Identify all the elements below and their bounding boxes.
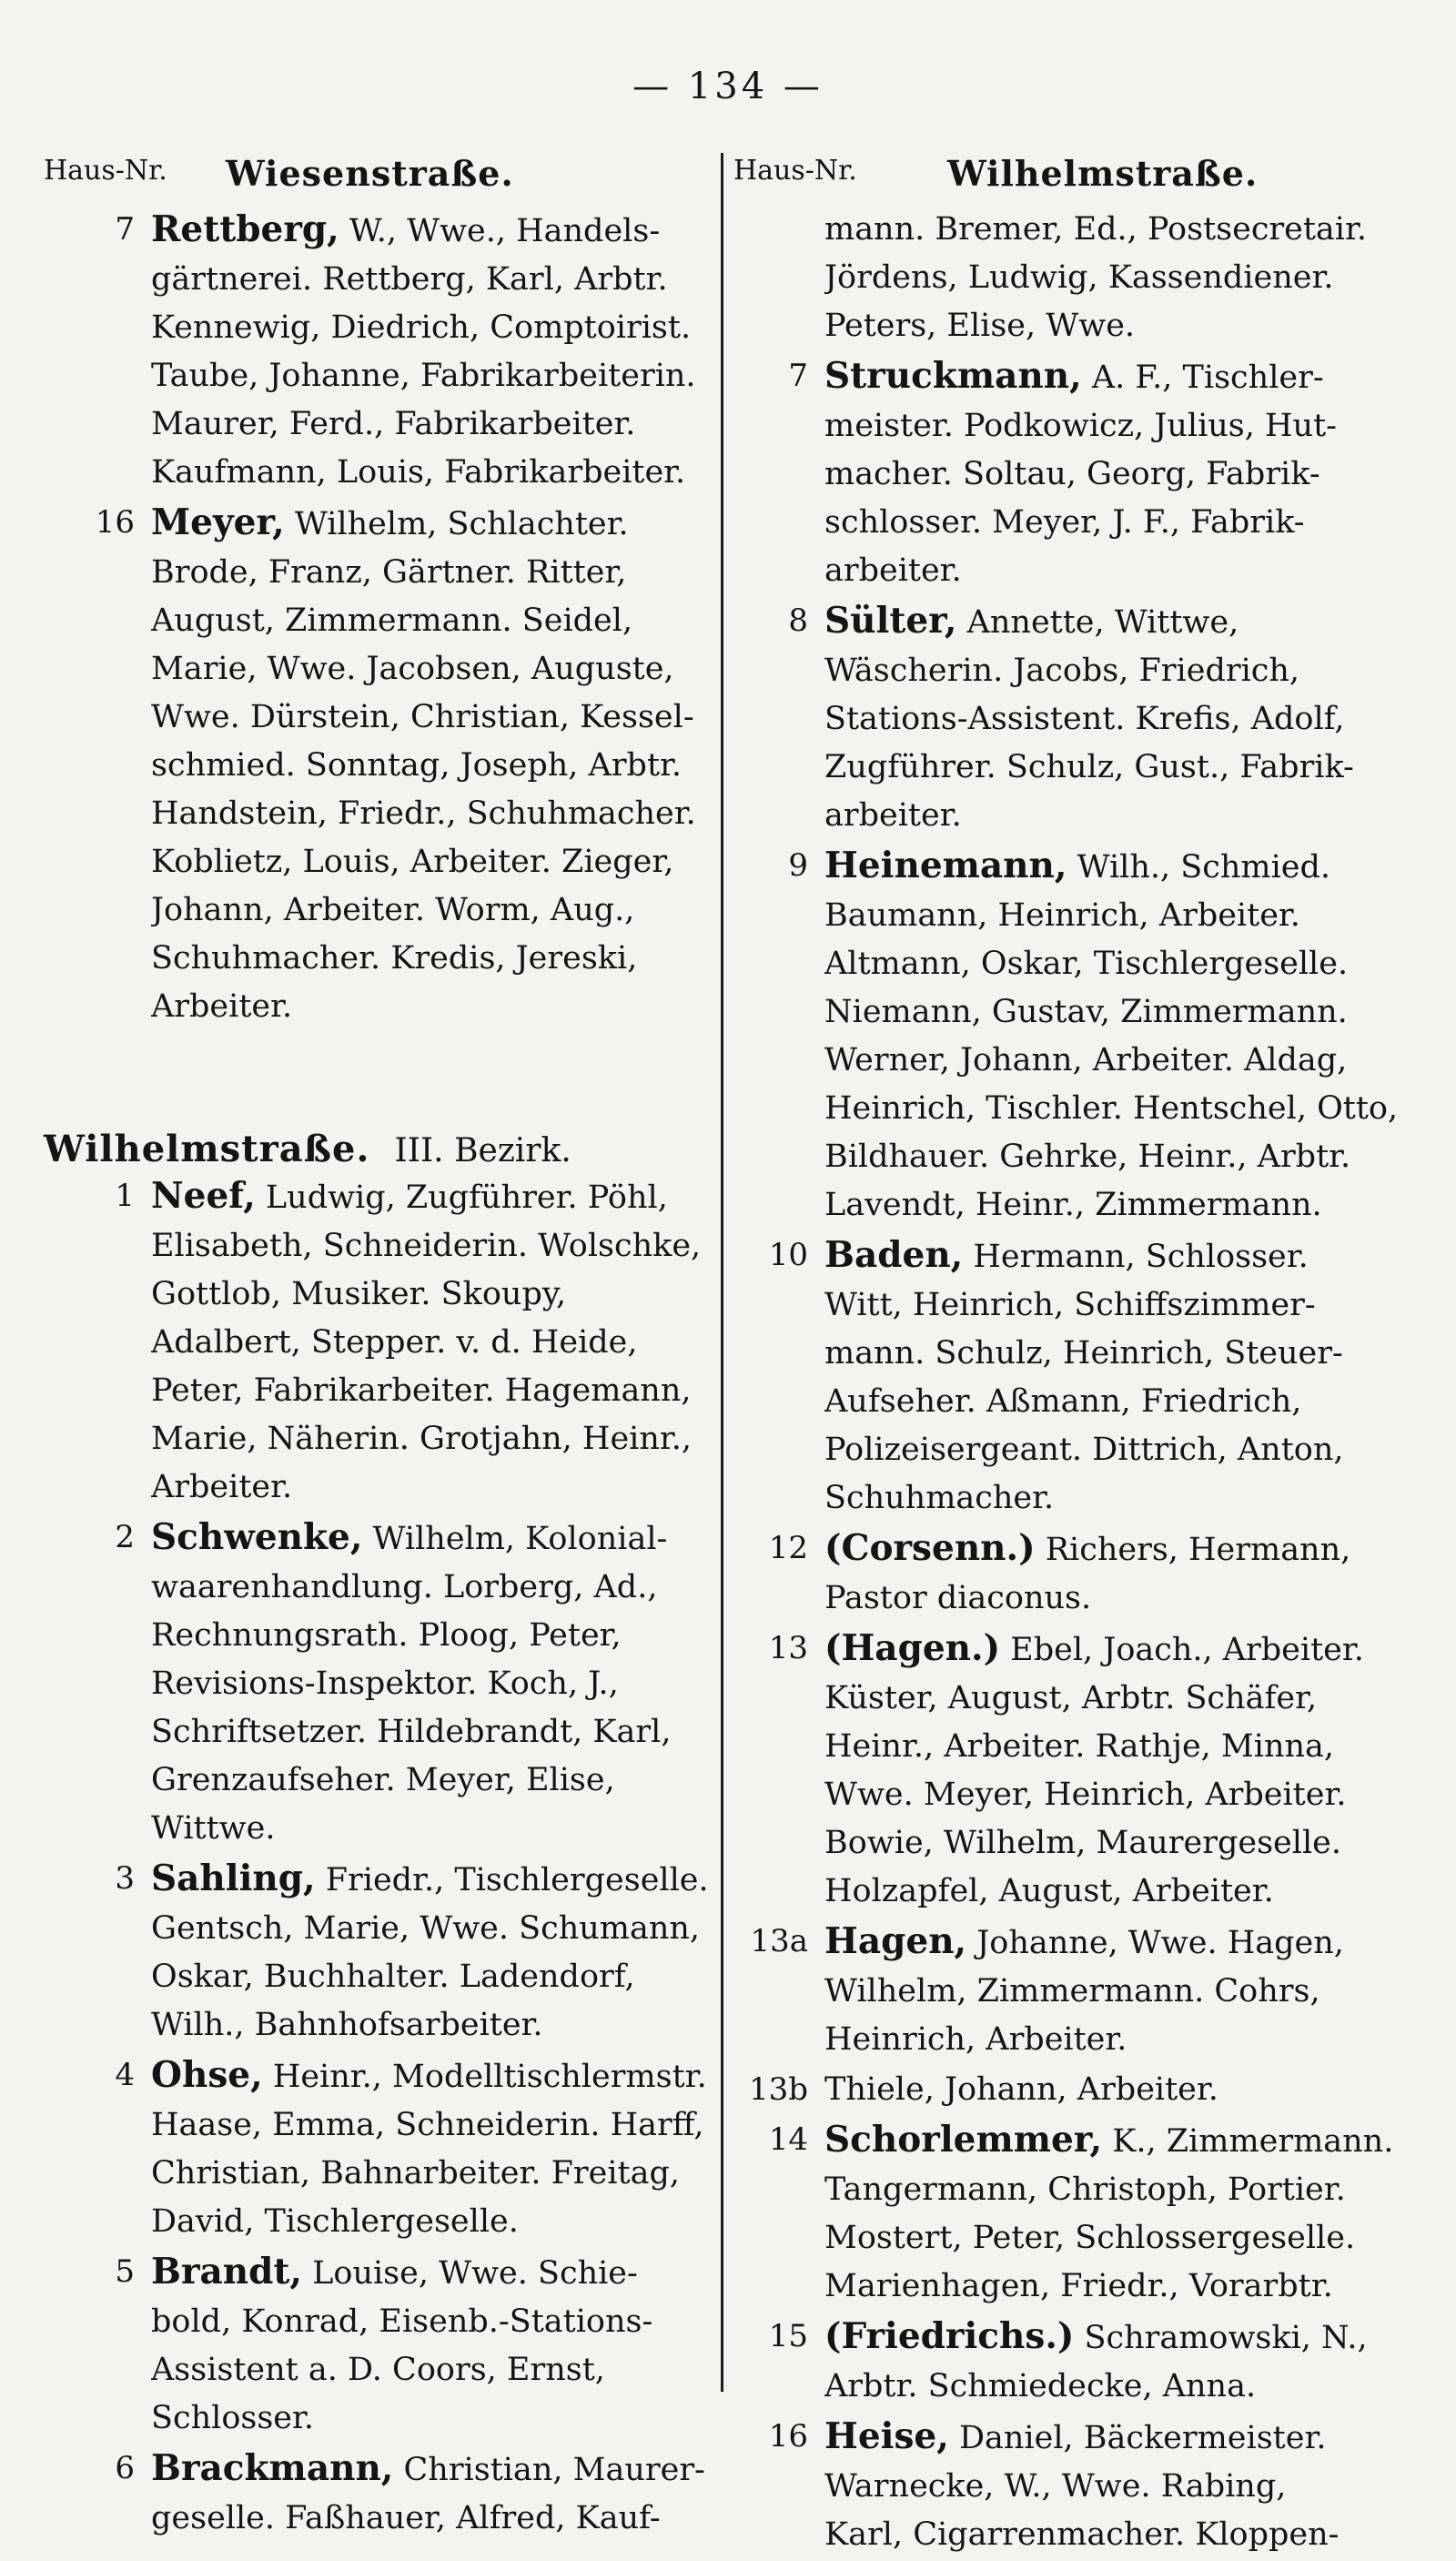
- entry-line: [824, 2313, 1421, 2363]
- entry-line: [151, 1855, 719, 1905]
- entry-line: [151, 549, 719, 597]
- resident-text: Polizeisergeant. Dittrich, Anton,: [824, 1432, 1344, 1468]
- entry-line: [824, 695, 1421, 744]
- owner-name: Heinemann,: [824, 845, 1067, 886]
- entry-line: [824, 1037, 1421, 1085]
- address-entry: [733, 2413, 1421, 2559]
- resident-text: Taube, Johanne, Fabrikarbeiterin.: [151, 358, 696, 394]
- entry-line: [824, 1625, 1421, 1675]
- entry-line: [151, 1905, 719, 1953]
- house-number: 2: [115, 1519, 135, 1555]
- resident-text: Hermann, Schlosser.: [963, 1239, 1309, 1275]
- resident-text: Brode, Franz, Gärtner. Ritter,: [151, 554, 627, 591]
- house-number: 13b: [748, 2071, 808, 2108]
- entry-line: [824, 2214, 1421, 2262]
- resident-text: Annette, Wittwe,: [956, 604, 1239, 641]
- district-heading: [44, 1128, 719, 1170]
- resident-text: Schlosser.: [151, 2400, 315, 2436]
- resident-text: Oskar, Buchhalter. Ladendorf,: [151, 1959, 635, 1995]
- resident-text: Wittwe.: [151, 1810, 276, 1847]
- resident-text: Revisions-Inspektor. Koch, J.,: [151, 1665, 619, 1702]
- entry-line: [151, 597, 719, 645]
- left-column: [44, 153, 719, 2545]
- house-number: 10: [768, 1237, 808, 1273]
- owner-name: Hagen,: [824, 1920, 967, 1962]
- entry-line: [824, 1474, 1421, 1523]
- resident-text: Heinrich, Tischler. Hentschel, Otto,: [824, 1090, 1399, 1127]
- resident-text: Wilh., Bahnhofsarbeiter.: [151, 2007, 543, 2043]
- resident-text: mann. Bremer, Ed., Postsecretair.: [824, 211, 1368, 248]
- house-number: 13a: [750, 1923, 808, 1959]
- resident-text: Stations-Assistent. Krefis, Adolf,: [824, 701, 1345, 737]
- owner-name: (Hagen.): [824, 1627, 1001, 1669]
- owner-name: Sülter,: [824, 600, 957, 642]
- owner-name: Struckmann,: [824, 355, 1082, 397]
- owner-name: Sahling,: [151, 1857, 316, 1899]
- entry-line: [151, 2445, 719, 2495]
- entry-line: [824, 597, 1421, 647]
- address-entry: [733, 1524, 1421, 1623]
- resident-text: Ebel, Joach., Arbeiter.: [1000, 1632, 1364, 1668]
- entry-line: [151, 1270, 719, 1319]
- right-column: [733, 153, 1421, 2561]
- page-number: — 134 —: [632, 66, 824, 107]
- left-column-header: [44, 153, 719, 200]
- resident-text: Holzapfel, August, Arbeiter.: [824, 1873, 1274, 1909]
- street-title: Wilhelmstraße.: [947, 153, 1259, 194]
- resident-text: Werner, Johann, Arbeiter. Aldag,: [824, 1042, 1348, 1078]
- entry-line: [151, 2394, 719, 2443]
- resident-text: Daniel, Bäckermeister.: [948, 2420, 1327, 2456]
- entry-list: [44, 206, 719, 1031]
- entry-line: [151, 2346, 719, 2394]
- resident-text: gärtnerei. Rettberg, Karl, Arbtr.: [151, 261, 668, 298]
- resident-text: macher. Soltau, Georg, Fabrik-: [824, 456, 1320, 492]
- house-number: 12: [768, 1530, 808, 1566]
- entry-line: [824, 254, 1421, 302]
- entry-line: [151, 449, 719, 497]
- entry-line: [824, 2116, 1421, 2166]
- resident-text: Maurer, Ferd., Fabrikarbeiter.: [151, 406, 636, 442]
- house-number: 14: [768, 2121, 808, 2158]
- resident-text: Marienhagen, Friedr., Vorarbtr.: [824, 2268, 1333, 2304]
- entry-line: [824, 2363, 1421, 2411]
- entry-line: [824, 1675, 1421, 1723]
- resident-text: Warnecke, W., Wwe. Rabing,: [824, 2468, 1287, 2505]
- resident-text: Christian, Bahnarbeiter. Freitag,: [151, 2155, 681, 2192]
- entry-line: [151, 1612, 719, 1660]
- entry-line: [824, 1085, 1421, 1133]
- house-number: 16: [768, 2418, 808, 2455]
- entry-line: [151, 1805, 719, 1853]
- resident-text: Heinr., Modelltischlermstr.: [262, 2059, 707, 2095]
- entry-line: [824, 1378, 1421, 1426]
- resident-text: Zugführer. Schulz, Gust., Fabrik-: [824, 749, 1354, 785]
- owner-name: Ohse,: [151, 2054, 263, 2096]
- entry-line: [151, 2198, 719, 2246]
- resident-text: Gentsch, Marie, Wwe. Schumann,: [151, 1910, 701, 1947]
- resident-text: Peter, Fabrikarbeiter. Hagemann,: [151, 1372, 692, 1409]
- owner-name: Heise,: [824, 2415, 949, 2457]
- column-divider: [721, 153, 723, 2392]
- entry-line: [824, 988, 1421, 1037]
- resident-text: Wilhelm, Zimmermann. Cohrs,: [824, 1973, 1320, 2009]
- entry-line: [151, 304, 719, 352]
- entry-line: [151, 1756, 719, 1805]
- entry-line: [151, 2248, 719, 2298]
- resident-text: Assistent a. D. Coors, Ernst,: [151, 2352, 605, 2388]
- resident-text: Tangermann, Christoph, Portier.: [824, 2171, 1346, 2208]
- entry-line: [824, 402, 1421, 450]
- resident-text: A. F., Tischler-: [1081, 359, 1324, 396]
- resident-text: mann. Schulz, Heinrich, Steuer-: [824, 1335, 1343, 1372]
- owner-name: Meyer,: [151, 501, 285, 543]
- resident-text: Johanne, Wwe. Hagen,: [966, 1925, 1344, 1961]
- house-number: 8: [788, 602, 808, 639]
- entry-line: [151, 1953, 719, 2001]
- resident-text: Arbtr. Schmiedecke, Anna.: [824, 2368, 1257, 2404]
- resident-text: meister. Podkowicz, Julius, Hut-: [824, 408, 1337, 444]
- entry-line: [824, 352, 1421, 402]
- address-entry: [733, 2066, 1421, 2114]
- entry-line: [151, 1415, 719, 1463]
- entry-line: [824, 499, 1421, 547]
- entry-line: [151, 1319, 719, 1367]
- entry-line: [151, 206, 719, 256]
- address-entry: [733, 2313, 1421, 2411]
- entry-line: [824, 1231, 1421, 1281]
- resident-text: geselle. Faßhauer, Alfred, Kauf-: [151, 2500, 661, 2536]
- owner-name: Neef,: [151, 1175, 256, 1217]
- house-number: 1: [115, 1178, 135, 1214]
- entry-line: [151, 400, 719, 449]
- resident-text: Niemann, Gustav, Zimmermann.: [824, 994, 1348, 1030]
- entry-line: [824, 744, 1421, 792]
- entry-line: [151, 1463, 719, 1512]
- resident-text: Louise, Wwe. Schie-: [302, 2255, 638, 2292]
- entry-line: [824, 2413, 1421, 2463]
- address-entry: [733, 1231, 1421, 1523]
- entry-line: [824, 206, 1421, 254]
- owner-name: (Friedrichs.): [824, 2315, 1075, 2357]
- entry-line: [824, 940, 1421, 988]
- entry-line: [824, 1723, 1421, 1771]
- resident-text: Aufseher. Aßmann, Friedrich,: [824, 1383, 1302, 1420]
- resident-text: Schriftsetzer. Hildebrandt, Karl,: [151, 1714, 672, 1750]
- haus-nr-label: Haus-Nr.: [44, 155, 167, 187]
- entry-line: [151, 742, 719, 790]
- entry-line: [824, 1426, 1421, 1474]
- district-label: III. Bezirk.: [394, 1132, 571, 1169]
- address-entry: [44, 206, 719, 497]
- entry-line: [151, 645, 719, 693]
- entry-list: [733, 206, 1421, 2559]
- haus-nr-label: Haus-Nr.: [733, 155, 857, 187]
- entry-line: [151, 2001, 719, 2050]
- resident-text: Jördens, Ludwig, Kassendiener.: [824, 259, 1334, 296]
- entry-line: [824, 547, 1421, 595]
- resident-text: Christian, Maurer-: [393, 2452, 705, 2488]
- entry-line: [151, 1172, 719, 1222]
- resident-text: Wilh., Schmied.: [1067, 849, 1331, 886]
- resident-text: bold, Konrad, Eisenb.-Stations-: [151, 2303, 653, 2340]
- entry-line: [151, 1367, 719, 1415]
- resident-text: K., Zimmermann.: [1102, 2123, 1394, 2160]
- owner-name: Brandt,: [151, 2251, 302, 2293]
- house-number: 15: [768, 2318, 808, 2354]
- resident-text: Mostert, Peter, Schlossergeselle.: [824, 2220, 1356, 2256]
- entry-line: [824, 892, 1421, 940]
- resident-text: Bildhauer. Gehrke, Heinr., Arbtr.: [824, 1139, 1351, 1175]
- resident-text: Witt, Heinrich, Schiffszimmer-: [824, 1287, 1316, 1323]
- entry-line: [151, 2298, 719, 2346]
- resident-text: Wwe. Dürstein, Christian, Kessel-: [151, 699, 694, 735]
- resident-text: schlosser. Meyer, J. F., Fabrik-: [824, 504, 1305, 541]
- address-entry: [733, 206, 1421, 350]
- resident-text: Rechnungsrath. Ploog, Peter,: [151, 1617, 622, 1654]
- entry-line: [151, 983, 719, 1031]
- address-entry: [44, 1172, 719, 1512]
- entry-line: [824, 2463, 1421, 2511]
- house-number: 7: [115, 211, 135, 248]
- entry-line: [824, 450, 1421, 499]
- resident-text: schmied. Sonntag, Joseph, Arbtr.: [151, 747, 682, 784]
- address-entry: [733, 842, 1421, 1230]
- right-column-header: [733, 153, 1421, 200]
- resident-text: Marie, Wwe. Jacobsen, Auguste,: [151, 651, 674, 687]
- address-entry: [733, 597, 1421, 840]
- house-number: 9: [788, 847, 808, 884]
- resident-text: Küster, August, Arbtr. Schäfer,: [824, 1680, 1318, 1716]
- address-entry: [733, 352, 1421, 595]
- resident-text: Ludwig, Zugführer. Pöhl,: [255, 1179, 668, 1216]
- entry-line: [151, 886, 719, 935]
- entry-line: [824, 2262, 1421, 2311]
- resident-text: Heinr., Arbeiter. Rathje, Minna,: [824, 1728, 1335, 1765]
- resident-text: Elisabeth, Schneiderin. Wolschke,: [151, 1228, 702, 1264]
- entry-line: [824, 842, 1421, 892]
- resident-text: Haase, Emma, Schneiderin. Harff,: [151, 2107, 704, 2143]
- entry-line: [824, 1968, 1421, 2016]
- resident-text: Schuhmacher. Kredis, Jereski,: [151, 940, 638, 977]
- address-entry: [44, 2248, 719, 2443]
- owner-name: Baden,: [824, 1234, 964, 1276]
- entry-line: [151, 2101, 719, 2150]
- entry-line: [824, 1868, 1421, 1916]
- entry-line: [151, 2051, 719, 2101]
- owner-name: (Corsenn.): [824, 1527, 1036, 1569]
- entry-line: [151, 1660, 719, 1708]
- entry-line: [151, 352, 719, 400]
- resident-text: Richers, Hermann,: [1035, 1532, 1351, 1568]
- entry-line: [824, 302, 1421, 350]
- resident-text: Wilhelm, Kolonial-: [362, 1521, 668, 1557]
- entry-line: [151, 790, 719, 838]
- resident-text: Wilhelm, Schlachter.: [284, 506, 629, 542]
- entry-line: [824, 1918, 1421, 1968]
- entry-line: [151, 1222, 719, 1270]
- resident-text: Arbeiter.: [151, 988, 293, 1025]
- entry-line: [824, 647, 1421, 695]
- resident-text: arbeiter.: [824, 552, 962, 589]
- resident-text: Schuhmacher.: [824, 1480, 1055, 1516]
- entry-line: [824, 792, 1421, 840]
- resident-text: Wäscherin. Jacobs, Friedrich,: [824, 653, 1300, 689]
- house-number: 5: [115, 2253, 135, 2290]
- entry-line: [824, 1771, 1421, 1819]
- resident-text: Grenzaufseher. Meyer, Elise,: [151, 1762, 615, 1798]
- entry-line: [151, 2495, 719, 2543]
- resident-text: David, Tischlergeselle.: [151, 2203, 519, 2240]
- entry-line: [824, 2066, 1421, 2114]
- house-number: 6: [115, 2450, 135, 2486]
- entry-line: [151, 1564, 719, 1612]
- resident-text: Baumann, Heinrich, Arbeiter.: [824, 897, 1300, 934]
- entry-list: [44, 1172, 719, 2543]
- resident-text: Altmann, Oskar, Tischlergeselle.: [824, 946, 1349, 982]
- entry-line: [151, 1708, 719, 1756]
- address-entry: [44, 2051, 719, 2246]
- resident-text: Adalbert, Stepper. v. d. Heide,: [151, 1324, 638, 1361]
- resident-text: Wwe. Meyer, Heinrich, Arbeiter.: [824, 1777, 1347, 1813]
- resident-text: Johann, Arbeiter. Worm, Aug.,: [151, 892, 635, 928]
- resident-text: Koblietz, Louis, Arbeiter. Zieger,: [151, 844, 674, 880]
- owner-name: Brackmann,: [151, 2447, 394, 2489]
- entry-line: [824, 1524, 1421, 1574]
- entry-line: [824, 2166, 1421, 2214]
- house-number: 13: [768, 1630, 808, 1666]
- house-number: 3: [115, 1860, 135, 1897]
- entry-line: [151, 2150, 719, 2198]
- entry-line: [824, 1330, 1421, 1378]
- address-entry: [733, 1918, 1421, 2064]
- address-entry: [733, 2116, 1421, 2311]
- resident-text: Arbeiter.: [151, 1469, 293, 1505]
- resident-text: August, Zimmermann. Seidel,: [151, 602, 633, 639]
- house-number: 4: [115, 2057, 135, 2093]
- entry-line: [824, 2016, 1421, 2064]
- entry-line: [151, 499, 719, 549]
- owner-name: Rettberg,: [151, 208, 339, 250]
- resident-text: W., Wwe., Handels-: [339, 213, 661, 249]
- entry-line: [151, 256, 719, 304]
- entry-line: [151, 1513, 719, 1564]
- resident-text: Thiele, Johann, Arbeiter.: [824, 2071, 1218, 2108]
- entry-line: [824, 1819, 1421, 1868]
- house-number: 7: [788, 358, 808, 394]
- resident-text: Schramowski, N.,: [1074, 2320, 1368, 2356]
- entry-line: [824, 1574, 1421, 1623]
- resident-text: waarenhandlung. Lorberg, Ad.,: [151, 1569, 658, 1605]
- owner-name: Schwenke,: [151, 1516, 363, 1558]
- address-entry: [44, 1513, 719, 1853]
- address-entry: [733, 1625, 1421, 1916]
- district-street-title: Wilhelmstraße.: [44, 1128, 370, 1170]
- address-entry: [44, 1855, 719, 2050]
- address-entry: [44, 2445, 719, 2543]
- resident-text: Heinrich, Arbeiter.: [824, 2021, 1127, 2058]
- resident-text: Bowie, Wilhelm, Maurergeselle.: [824, 1825, 1341, 1861]
- entry-line: [151, 838, 719, 886]
- resident-text: Lavendt, Heinr., Zimmermann.: [824, 1187, 1322, 1223]
- resident-text: Friedr., Tischlergeselle.: [315, 1862, 709, 1898]
- house-number: 16: [95, 504, 135, 541]
- resident-text: Pastor diaconus.: [824, 1580, 1092, 1616]
- entry-line: [824, 1281, 1421, 1330]
- entry-line: [824, 1133, 1421, 1181]
- resident-text: Handstein, Friedr., Schuhmacher.: [151, 795, 696, 832]
- resident-text: Kennewig, Diedrich, Comptoirist.: [151, 309, 692, 346]
- resident-text: Gottlob, Musiker. Skoupy,: [151, 1276, 567, 1312]
- owner-name: Schorlemmer,: [824, 2119, 1103, 2161]
- resident-text: arbeiter.: [824, 797, 962, 834]
- resident-text: Peters, Elise, Wwe.: [824, 308, 1136, 344]
- address-entry: [44, 499, 719, 1031]
- resident-text: Karl, Cigarrenmacher. Kloppen-: [824, 2516, 1340, 2553]
- entry-line: [824, 1181, 1421, 1230]
- street-title: Wiesenstraße.: [226, 153, 514, 194]
- resident-text: Marie, Näherin. Grotjahn, Heinr.,: [151, 1421, 693, 1457]
- resident-text: Kaufmann, Louis, Fabrikarbeiter.: [151, 454, 686, 491]
- entry-line: [151, 693, 719, 742]
- entry-line: [151, 935, 719, 983]
- entry-line: [824, 2511, 1421, 2559]
